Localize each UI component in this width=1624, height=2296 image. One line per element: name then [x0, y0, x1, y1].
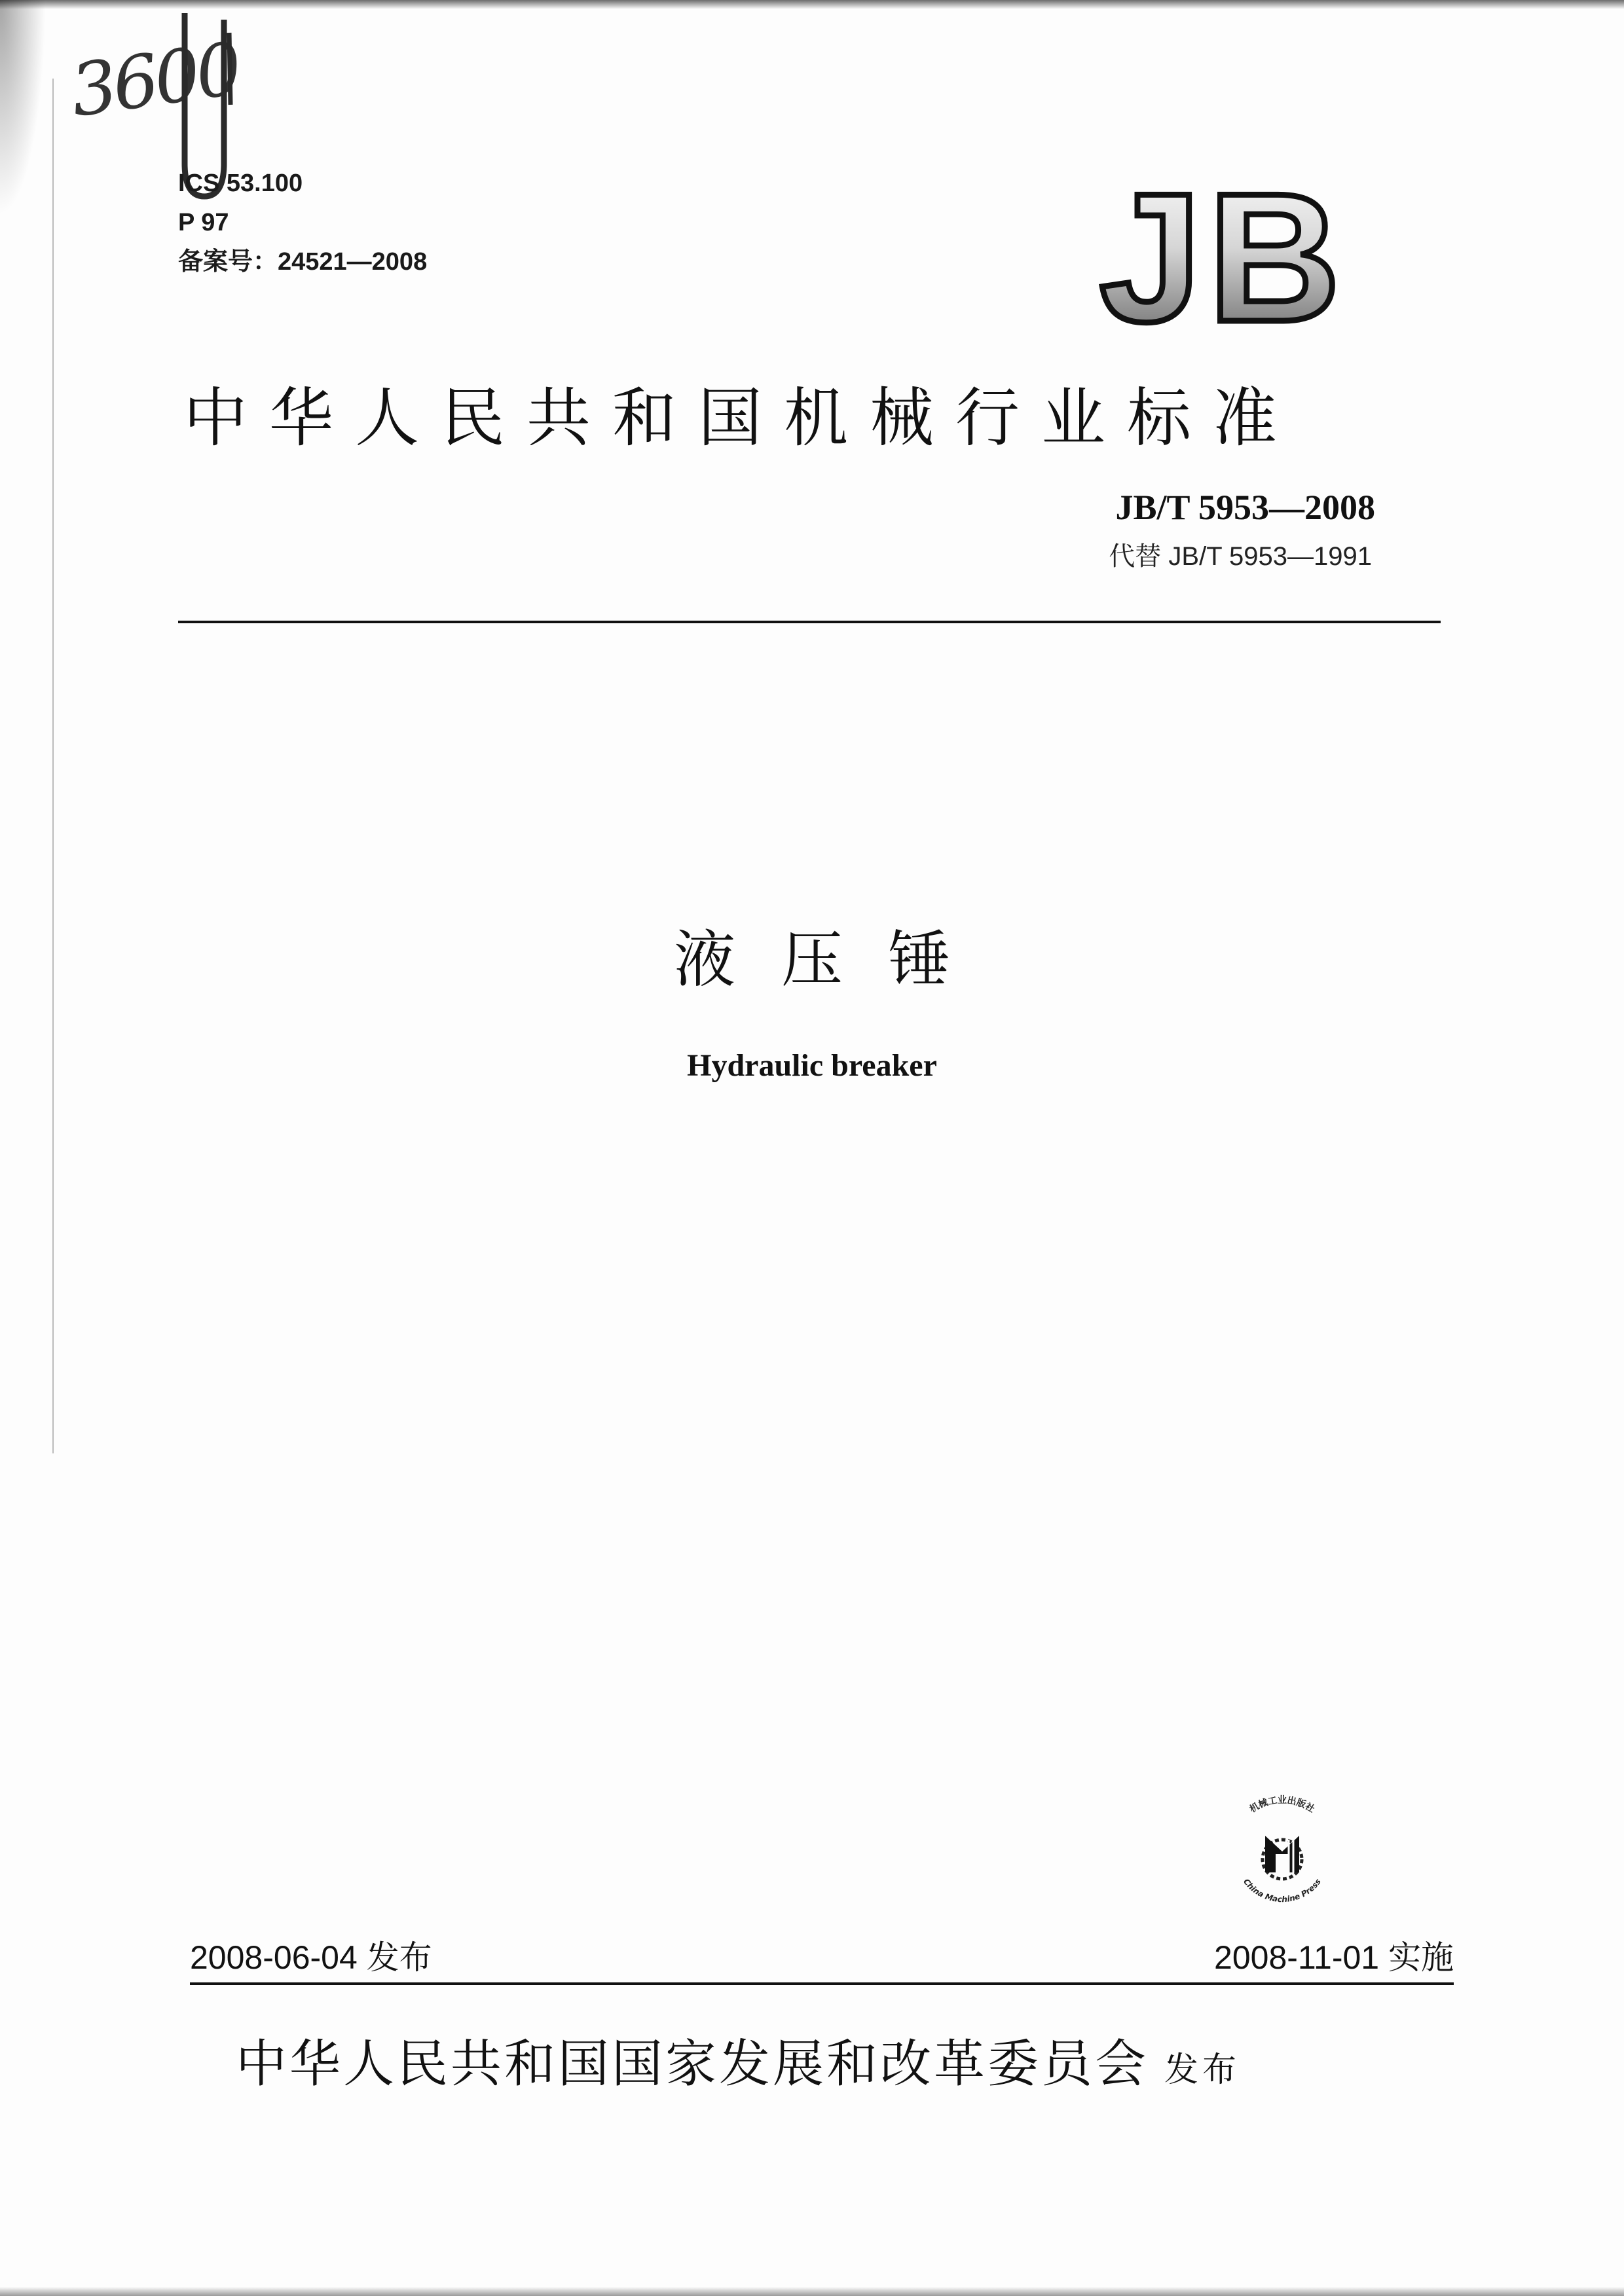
jb-logo-text: JB — [1099, 172, 1347, 335]
standard-number: JB/T 5953—2008 — [1115, 488, 1375, 527]
seal-text-top: 机械工业出版社 — [1247, 1795, 1317, 1815]
standard-title: 中华人民共和国机械行业标准 — [183, 381, 1299, 456]
classification-code: P 97 — [178, 209, 229, 236]
ics-code: ICS 53.100 — [178, 170, 303, 197]
svg-text:China Machine Press — [1242, 1877, 1323, 1904]
binding-margin-line — [52, 79, 54, 1453]
replaces-standard: 代替 JB/T 5953—1991 — [1109, 542, 1372, 571]
document-title-cn: 液压锤 — [673, 924, 996, 996]
header-divider — [178, 621, 1441, 623]
handwritten-note: 3600 — [65, 26, 244, 134]
header-metadata — [178, 164, 427, 282]
footer-divider — [190, 1982, 1454, 1985]
publisher-suffix: 发布 — [1164, 2050, 1241, 2090]
svg-text:机械工业出版社 — [1247, 1795, 1316, 1815]
implementation-date: 2008-11-01 实施 — [1214, 1939, 1454, 1976]
jb-logo — [1079, 172, 1367, 335]
scan-shadow-top — [0, 0, 1624, 9]
filing-number: 备案号：24521—2008 — [178, 248, 428, 276]
scan-shadow-bottom — [0, 2287, 1624, 2296]
publisher-line — [236, 2023, 1240, 2096]
publisher-name: 中华人民共和国国家发展和改革委员会 — [236, 2035, 1149, 2094]
publisher-seal-icon — [1217, 1789, 1348, 1920]
seal-text-bottom: China Machine Press — [1242, 1877, 1323, 1904]
document-title-en: Hydraulic breaker — [687, 1048, 937, 1083]
issue-date: 2008-06-04 发布 — [190, 1939, 432, 1976]
scan-shadow-corner — [0, 0, 46, 216]
